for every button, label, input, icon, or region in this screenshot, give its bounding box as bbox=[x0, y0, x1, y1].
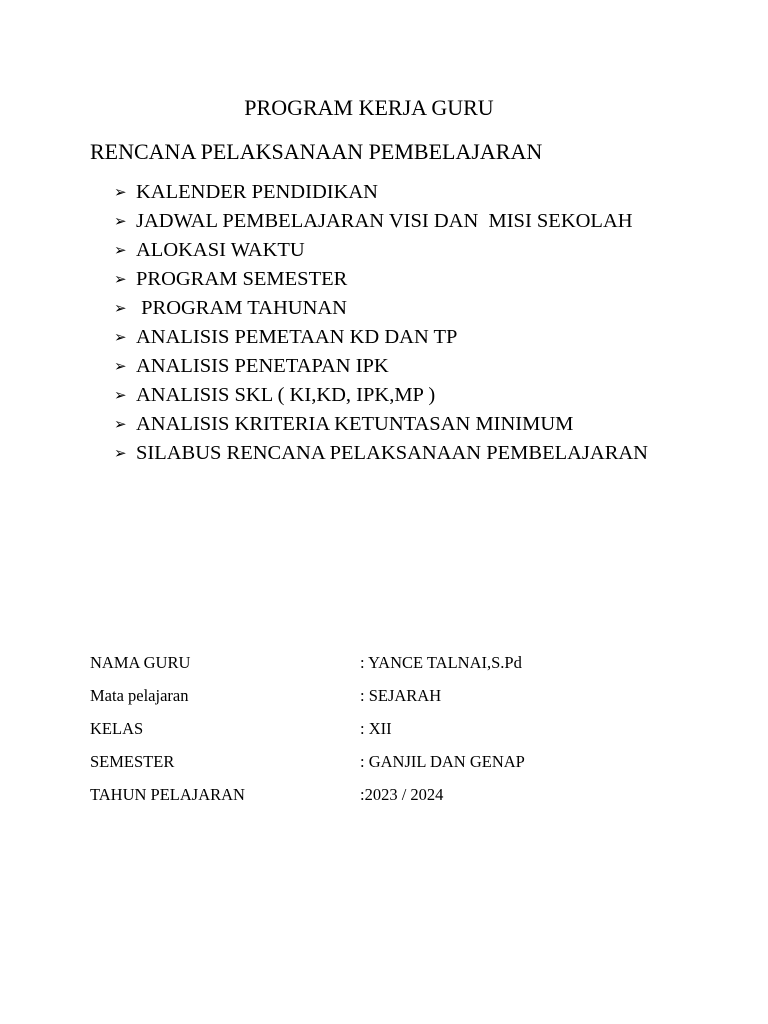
info-label: Mata pelajaran bbox=[90, 686, 189, 705]
info-label: KELAS bbox=[90, 719, 144, 738]
info-value: :2023 / 2024 bbox=[360, 785, 444, 804]
arrowhead-bullet-icon: ➢ bbox=[114, 444, 127, 462]
arrowhead-bullet-icon: ➢ bbox=[114, 386, 127, 404]
info-row-school-year bbox=[90, 781, 650, 814]
info-row-class bbox=[90, 715, 650, 748]
arrowhead-bullet-icon: ➢ bbox=[114, 299, 127, 317]
list-item-text: ANALISIS PENETAPAN IPK bbox=[136, 355, 389, 377]
teacher-info-table bbox=[90, 649, 650, 814]
info-row-teacher-name bbox=[90, 649, 650, 682]
info-value: : XII bbox=[360, 719, 392, 738]
list-item bbox=[114, 207, 674, 236]
list-item bbox=[114, 381, 674, 410]
info-label: SEMESTER bbox=[90, 752, 175, 771]
list-item bbox=[114, 323, 674, 352]
list-item-text: KALENDER PENDIDIKAN bbox=[136, 181, 378, 203]
arrowhead-bullet-icon: ➢ bbox=[114, 328, 127, 346]
document-checklist bbox=[114, 178, 674, 468]
info-value: : YANCE TALNAI,S.Pd bbox=[360, 653, 522, 672]
info-label: TAHUN PELAJARAN bbox=[90, 785, 245, 804]
arrowhead-bullet-icon: ➢ bbox=[114, 212, 127, 230]
arrowhead-bullet-icon: ➢ bbox=[114, 241, 127, 259]
info-row-semester bbox=[90, 748, 650, 781]
info-label: NAMA GURU bbox=[90, 653, 191, 672]
list-item-text: JADWAL PEMBELAJARAN VISI DAN MISI SEKOLAH bbox=[136, 210, 633, 232]
list-item-text: ANALISIS PEMETAAN KD DAN TP bbox=[136, 326, 458, 348]
list-item-text: ANALISIS KRITERIA KETUNTASAN MINIMUM bbox=[136, 413, 574, 435]
list-item bbox=[114, 439, 674, 468]
arrowhead-bullet-icon: ➢ bbox=[114, 415, 127, 433]
list-item-text: PROGRAM TAHUNAN bbox=[136, 297, 347, 319]
list-item-text: ANALISIS SKL ( KI,KD, IPK,MP ) bbox=[136, 384, 436, 406]
arrowhead-bullet-icon: ➢ bbox=[114, 270, 127, 288]
page-subtitle: RENCANA PELAKSANAAN PEMBELAJARAN bbox=[90, 139, 543, 164]
info-row-subject bbox=[90, 682, 650, 715]
info-value: : GANJIL DAN GENAP bbox=[360, 752, 525, 771]
list-item bbox=[114, 352, 674, 381]
list-item bbox=[114, 410, 674, 439]
list-item bbox=[114, 294, 674, 323]
list-item-text: ALOKASI WAKTU bbox=[136, 239, 305, 261]
arrowhead-bullet-icon: ➢ bbox=[114, 183, 127, 201]
info-value: : SEJARAH bbox=[360, 686, 442, 705]
list-item bbox=[114, 265, 674, 294]
list-item-text: PROGRAM SEMESTER bbox=[136, 268, 348, 290]
page-title: PROGRAM KERJA GURU bbox=[244, 95, 494, 120]
list-item bbox=[114, 236, 674, 265]
arrowhead-bullet-icon: ➢ bbox=[114, 357, 127, 375]
list-item bbox=[114, 178, 674, 207]
list-item-text: SILABUS RENCANA PELAKSANAAN PEMBELAJARAN bbox=[136, 442, 648, 464]
